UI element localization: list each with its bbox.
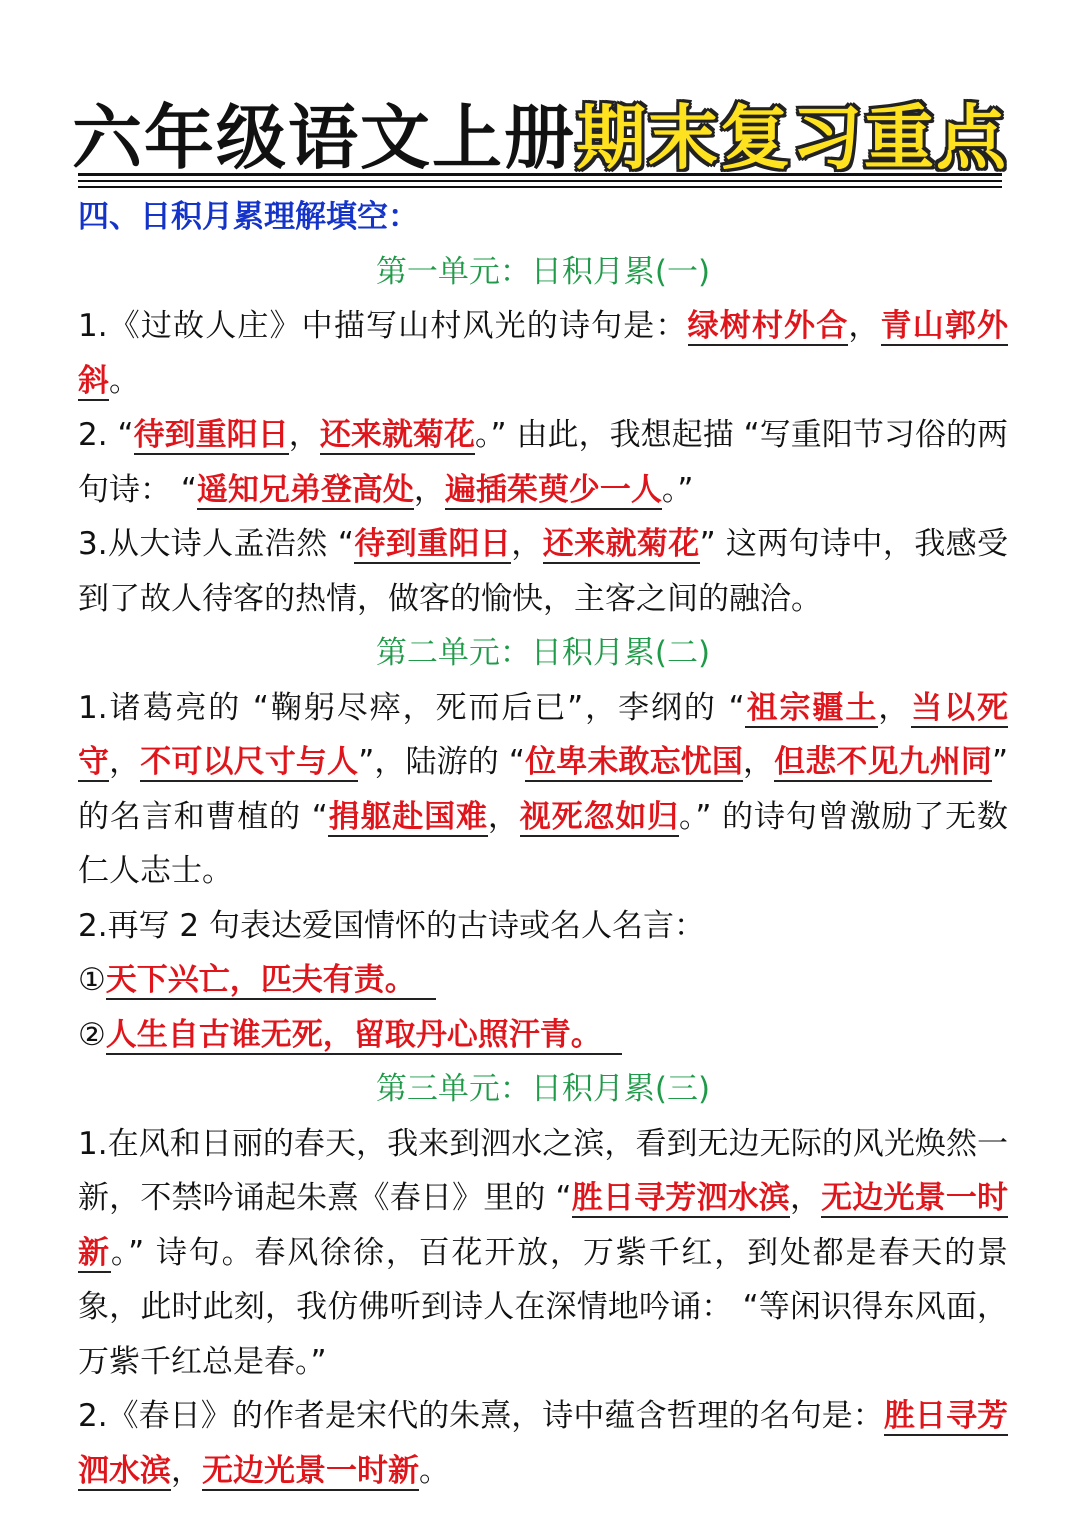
question-text: 。 bbox=[419, 1452, 450, 1489]
answer-blank: 待到重阳日 bbox=[133, 417, 289, 453]
answer-blank: 无边光景一时新 bbox=[202, 1452, 419, 1489]
answer-blank: 遍插茱萸少一人 bbox=[444, 471, 662, 508]
answer-blank: 胜日寻芳泗水滨 bbox=[78, 1398, 1009, 1489]
answer-line bbox=[78, 953, 1008, 1008]
question-text: 3.从大诗人孟浩然 “ bbox=[78, 526, 354, 562]
answer-blank: 人生自古谁无死，留取丹心照汗青。 bbox=[106, 1017, 622, 1055]
circled-number: ② bbox=[78, 1016, 106, 1053]
answer-blank: 但悲不见九州同 bbox=[774, 744, 993, 780]
question-item bbox=[78, 299, 1008, 408]
question-text: 。” 的诗句曾激励了无数仁人志士。 bbox=[78, 798, 1009, 889]
answer-blank: 视死忽如归 bbox=[519, 798, 680, 835]
answer-blank: 捐躯赴国难 bbox=[327, 798, 488, 835]
question-text: ， bbox=[848, 308, 881, 344]
title-divider bbox=[78, 180, 1002, 182]
answer-blank: 青山郭外斜 bbox=[78, 308, 1009, 399]
question-item bbox=[78, 517, 1008, 626]
question-text: 2.再写 2 句表达爱国情怀的古诗或名人名言： bbox=[78, 907, 706, 944]
question-text: ， bbox=[511, 526, 543, 562]
unit-heading: 第一单元：日积月累(一) bbox=[375, 253, 711, 290]
answer-blank: 还来就菊花 bbox=[542, 526, 700, 562]
answer-blank: 遥知兄弟登高处 bbox=[196, 471, 414, 508]
question-text: ” 的名言和曹植的 “ bbox=[78, 744, 1009, 835]
title-divider bbox=[78, 186, 1002, 188]
answer-blank: 还来就菊花 bbox=[319, 417, 476, 453]
answer-blank: 位卑未敢忘忧国 bbox=[524, 744, 743, 780]
answer-blank: 当以死守 bbox=[78, 689, 1009, 780]
title-highlight: 期末复习重点 bbox=[576, 97, 1008, 179]
question-text: 2.《春日》的作者是宋代的朱熹，诗中蕴含哲理的名句是： bbox=[78, 1398, 884, 1434]
question-text: 1.诸葛亮的 “鞠躬尽瘁，死而后已”，李纲的 “ bbox=[78, 689, 745, 726]
unit-heading: 第二单元：日积月累(二) bbox=[375, 635, 711, 671]
question-text: 。” bbox=[661, 471, 694, 508]
question-text: ， bbox=[487, 798, 520, 835]
question-text: ， bbox=[109, 744, 141, 780]
question-item bbox=[78, 408, 1008, 517]
title-divider bbox=[78, 173, 1002, 176]
answer-blank: 待到重阳日 bbox=[353, 526, 512, 562]
title-main: 六年级语文上册 bbox=[72, 97, 576, 179]
answer-blank: 胜日寻芳泗水滨 bbox=[571, 1180, 790, 1216]
answer-blank: 祖宗疆土 bbox=[744, 689, 879, 726]
answer-blank: 天下兴亡，匹夫有责。 bbox=[106, 962, 436, 1000]
answer-blank: 不可以尺寸与人 bbox=[140, 744, 359, 780]
section-heading: 四、日积月累理解填空： bbox=[78, 199, 419, 235]
question-text: ， bbox=[878, 689, 912, 726]
question-item bbox=[78, 681, 1008, 899]
question-item bbox=[78, 899, 1008, 954]
question-text: ， bbox=[288, 417, 320, 453]
question-text: ， bbox=[413, 471, 445, 508]
question-text: 。” 由此，我想起描 “写重阳节习俗的两句诗： “ bbox=[78, 417, 1009, 508]
question-item bbox=[78, 1389, 1008, 1498]
question-text: ， bbox=[742, 744, 775, 780]
question-text: ” 这两句诗中，我感受到了故人待客的热情，做客的愉快，主客之间的融洽。 bbox=[78, 526, 1009, 617]
question-text: ”，陆游的 “ bbox=[358, 744, 525, 780]
question-text: 。 bbox=[109, 362, 140, 399]
answer-line bbox=[78, 1008, 1008, 1063]
question-text: ， bbox=[171, 1452, 202, 1489]
answer-blank: 绿树村外合 bbox=[687, 308, 849, 344]
question-text: 1.《过故人庄》中描写山村风光的诗句是： bbox=[78, 308, 688, 344]
unit-heading: 第三单元：日积月累(三) bbox=[375, 1071, 711, 1107]
question-text: 。” 诗句。春风徐徐，百花开放，万紫千红，到处都是春天的景象，此时此刻，我仿佛听到诗人在深情地吟诵： “等闲识得东风面，万紫千红总是春。” bbox=[78, 1234, 1008, 1380]
answer-blank: 无边光景一时新 bbox=[78, 1180, 1009, 1271]
question-text: 2. “ bbox=[78, 417, 134, 453]
question-text: 1.在风和日丽的春天，我来到泗水之滨，看到无边无际的风光焕然一新，不禁吟诵起朱熹《春日》里的 “ bbox=[78, 1125, 1008, 1216]
document-body bbox=[78, 190, 1008, 1498]
circled-number: ① bbox=[78, 962, 106, 998]
question-text: ， bbox=[789, 1180, 822, 1216]
question-item bbox=[78, 1117, 1008, 1390]
